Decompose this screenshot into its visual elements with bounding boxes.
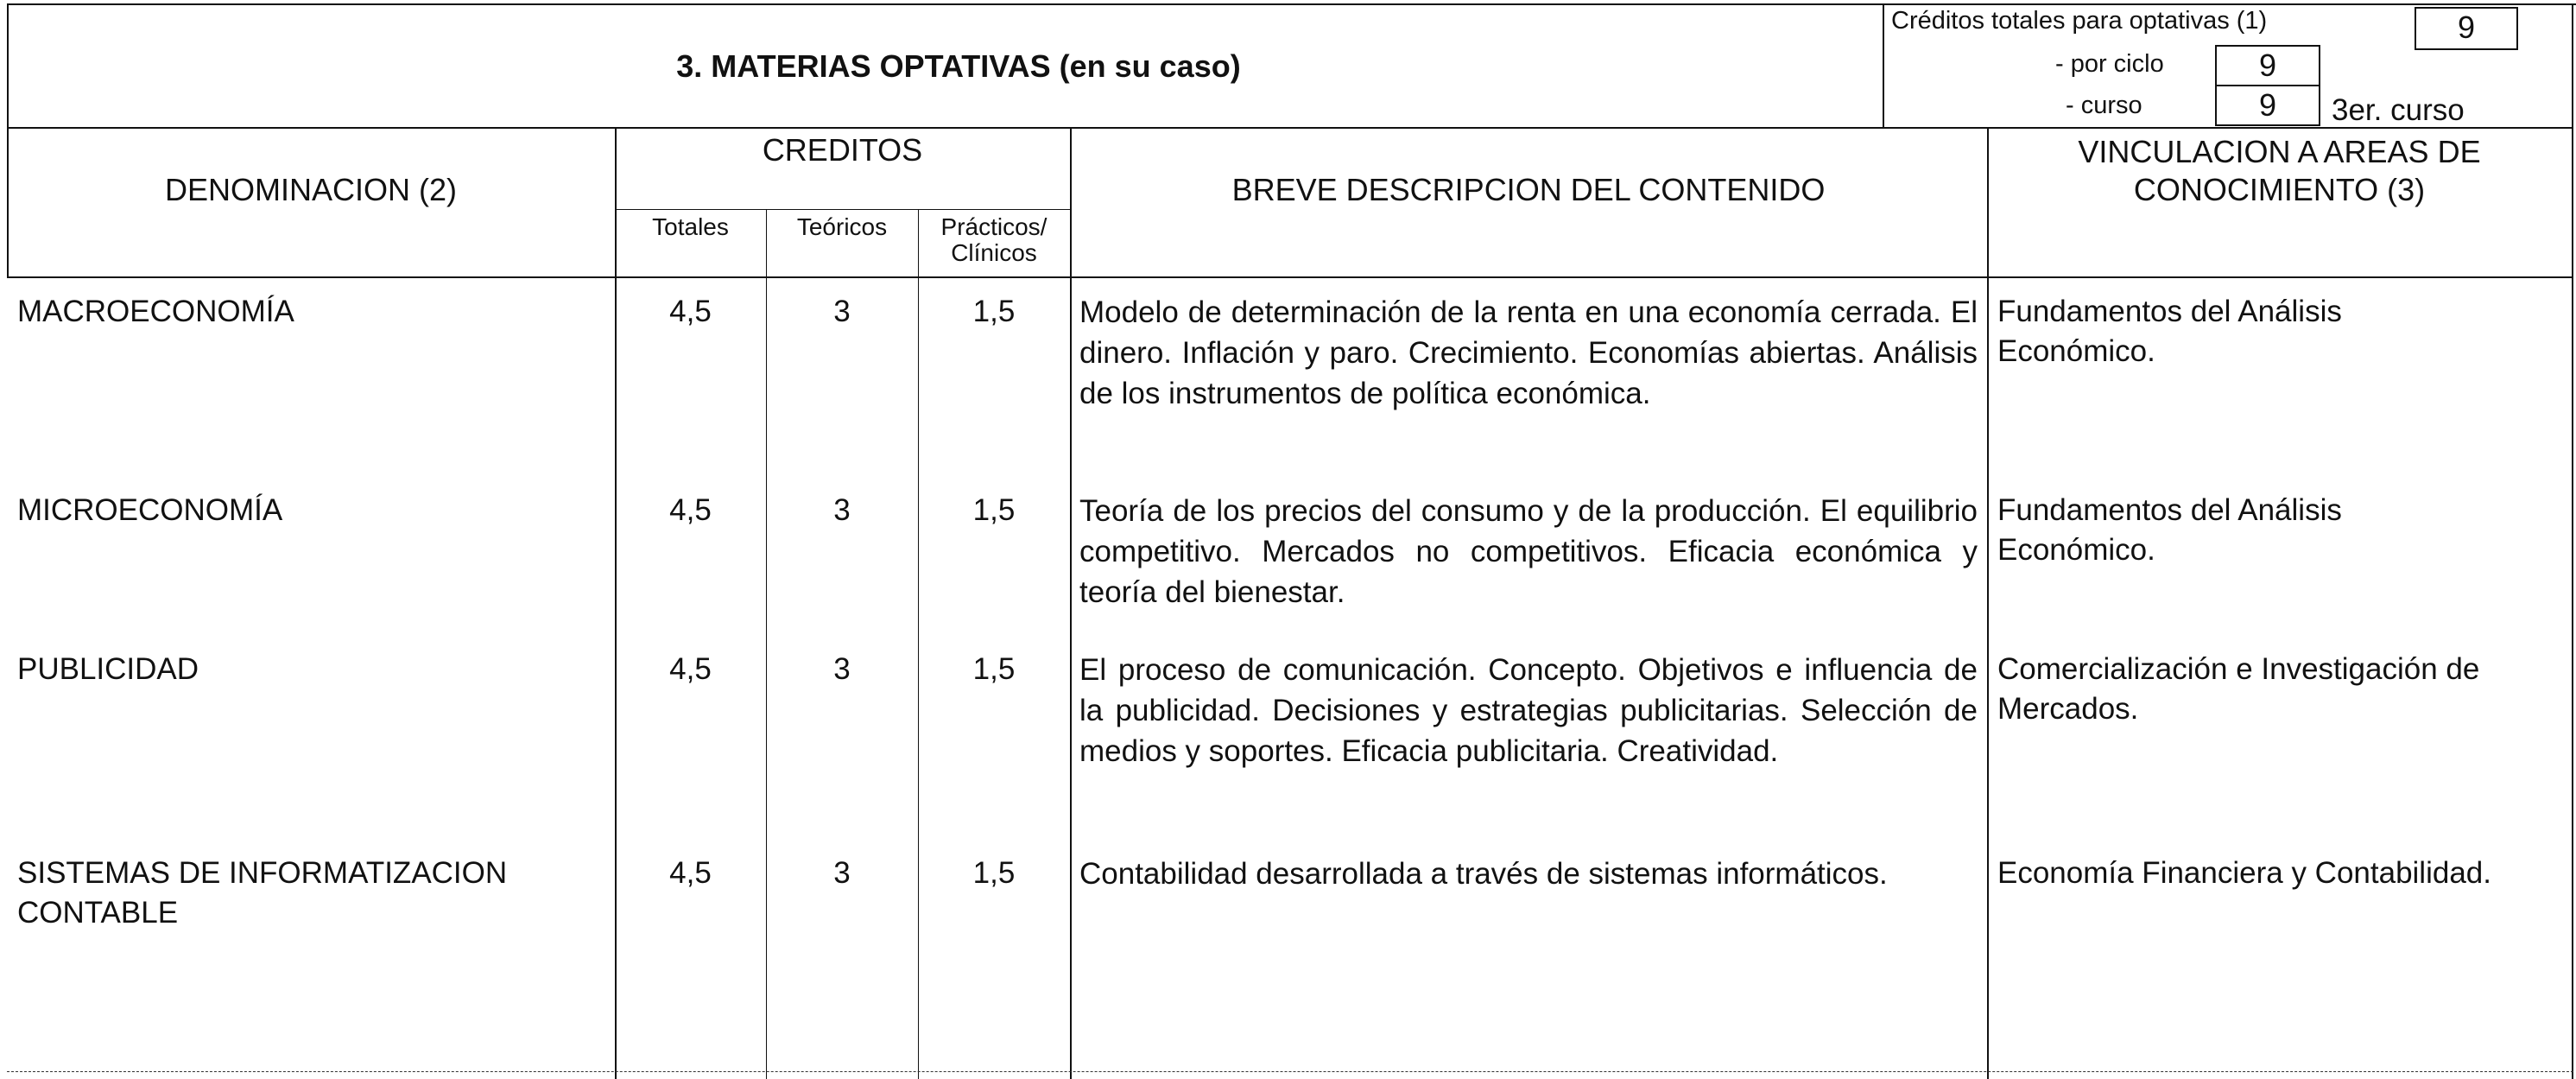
row-4-name: SISTEMAS DE INFORMATIZACION CONTABLE xyxy=(17,856,508,930)
row-1-area: Fundamentos del Análisis Económico. xyxy=(1997,295,2342,368)
row-2-practicos: 1,5 xyxy=(972,493,1016,527)
row-3-description: El proceso de comunicación. Concepto. Objetivos e influencia de la publicidad. Decisiones y estrategias publicitarias. Selección de medios y soportes. Eficacia publicitaria. Creatividad. xyxy=(1079,653,1978,768)
cycle-credits-value: 9 xyxy=(2215,45,2320,86)
col-divider-1 xyxy=(615,127,617,1079)
row-2-area: Fundamentos del Análisis Económico. xyxy=(1997,493,2342,567)
table-bottom-line xyxy=(7,1071,2573,1072)
row-1-teoricos: 3 xyxy=(833,295,851,328)
table-right-border xyxy=(2572,3,2573,1079)
table-top-border xyxy=(7,3,2576,5)
row-4-teoricos: 3 xyxy=(833,856,851,890)
row-3-name: PUBLICIDAD xyxy=(17,652,199,686)
header-bottom-line xyxy=(7,276,2573,278)
row-3-teoricos: 3 xyxy=(833,652,851,686)
header-top-line xyxy=(7,127,2573,129)
header-practicos-line1: Prácticos/ xyxy=(940,213,1047,240)
row-1-totales: 4,5 xyxy=(669,295,712,328)
row-4-totales: 4,5 xyxy=(669,856,712,890)
col-divider-2 xyxy=(766,209,767,1079)
row-1-name: MACROECONOMÍA xyxy=(17,295,294,328)
total-credits-label: Créditos totales para optativas (1) xyxy=(1891,7,2268,35)
header-vinculacion xyxy=(1987,133,2572,209)
course-credits-value: 9 xyxy=(2215,85,2320,126)
header-totales: Totales xyxy=(652,213,729,240)
row-2-description: Teoría de los precios del consumo y de la producción. El equilibrio competitivo. Mercados no competitivos. Eficacia económica y teoría del bienestar. xyxy=(1079,494,1978,609)
header-denominacion: DENOMINACION (2) xyxy=(164,172,457,207)
row-3-totales: 4,5 xyxy=(669,652,712,686)
header-vinculacion-line1: VINCULACION A AREAS DE xyxy=(2078,134,2481,169)
row-4-area: Economía Financiera y Contabilidad. xyxy=(1997,856,2491,890)
row-1-practicos: 1,5 xyxy=(972,295,1016,328)
header-practicos xyxy=(918,214,1070,266)
table-left-border xyxy=(7,3,9,277)
row-2-teoricos: 3 xyxy=(833,493,851,527)
row-3-area: Comercialización e Investigación de Mercados. xyxy=(1997,652,2480,726)
title-credits-divider xyxy=(1883,3,1884,128)
course-credits-label: - curso xyxy=(2066,92,2142,119)
header-creditos: CREDITOS xyxy=(762,132,923,168)
row-4-description: Contabilidad desarrollada a través de sistemas informáticos. xyxy=(1079,857,1888,891)
section-title: 3. MATERIAS OPTATIVAS (en su caso) xyxy=(676,48,1241,84)
col-divider-4 xyxy=(1070,127,1072,1079)
header-practicos-line2: Clínicos xyxy=(951,239,1037,266)
creditos-sub-line xyxy=(615,209,1070,210)
header-teoricos: Teóricos xyxy=(796,213,888,240)
course-note: 3er. curso xyxy=(2332,93,2465,127)
col-divider-3 xyxy=(918,209,919,1079)
header-descripcion: BREVE DESCRIPCION DEL CONTENIDO xyxy=(1231,172,1826,207)
header-vinculacion-line2: CONOCIMIENTO (3) xyxy=(2133,172,2426,207)
row-3-practicos: 1,5 xyxy=(972,652,1016,686)
total-credits-value: 9 xyxy=(2415,7,2518,50)
row-2-name: MICROECONOMÍA xyxy=(17,493,283,527)
row-2-totales: 4,5 xyxy=(669,493,712,527)
cycle-credits-label: - por ciclo xyxy=(2055,50,2164,78)
row-4-practicos: 1,5 xyxy=(972,856,1016,890)
row-1-description: Modelo de determinación de la renta en una economía cerrada. El dinero. Inflación y paro. Crecimiento. Economías abiertas. Análisis de los instrumentos de política económica. xyxy=(1079,295,1978,410)
col-divider-5 xyxy=(1987,127,1989,1079)
